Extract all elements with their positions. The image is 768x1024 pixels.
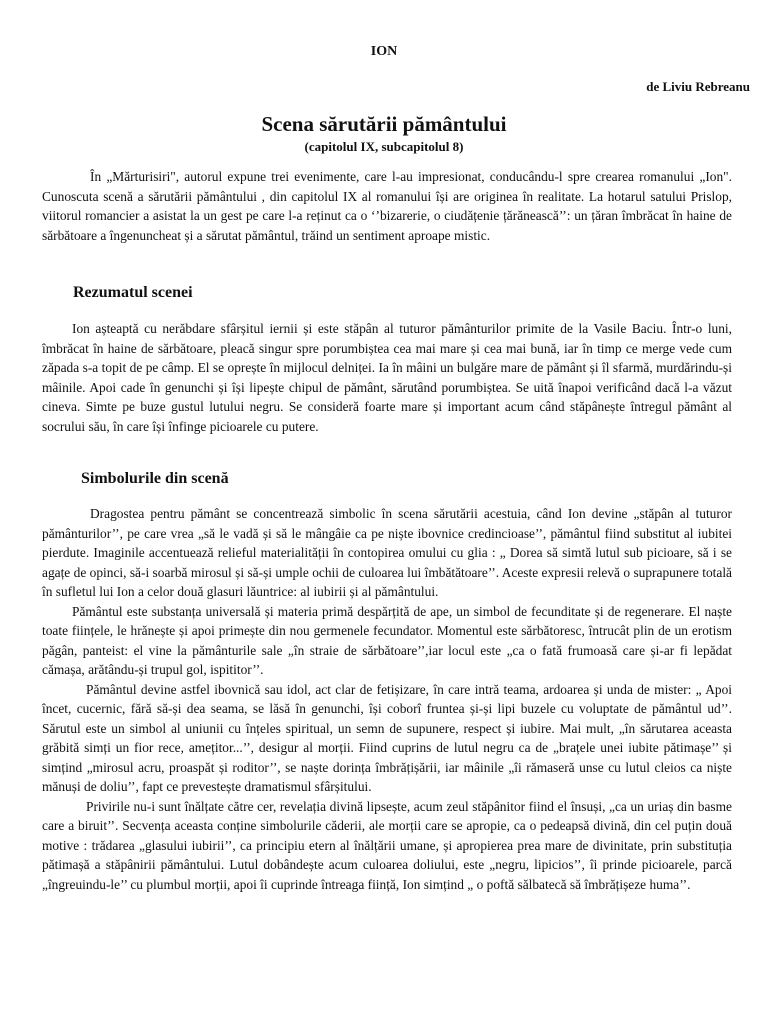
summary-section <box>42 319 732 436</box>
symbols-paragraph: Pământul este substanța universală și materia primă despărțită de ape, un simbol de fecunditate și de regenerare. El naște toate ființele, le hrănește și apoi primește din nou germenele fecundator. Momentul este sărbătoresc, întrucât plin de un erotism păgân, panteist: el vine la pământurile sale „în straie de sărbătoare’’,iar locul este „ca o fată frumoasă care și-ar fi lepădat cămașa, arătându-și trupul gol, ispititor’’. <box>42 603 732 677</box>
symbols-heading: Simbolurile din scenă <box>81 470 229 487</box>
intro-paragraph: În „Mărturisiri", autorul expune trei evenimente, care l-au impresionat, conducându-l spre crearea romanului „Ion". Cunoscuta scenă a sărutării pământului , din capitolul IX al romanului își are originea în realitate. La hotarul satului Prislop, viitorul romancier a asistat la un gest pe care l-a reținut ca o ‘’bizarerie, o ciudățenie țărănească’’: un țăran îmbrăcat în haine de sărbătoare a îngenuncheat și a sărutat pământul, trăind un sentiment aproape mistic. <box>42 169 732 243</box>
symbols-paragraph: Dragostea pentru pământ se concentrează simbolic în scena sărutării acestuia, când Ion devine „stăpân al tuturor pământurilor’’, pe care vrea „să le vadă și să le mângâie ca pe niște ibovnice credincioase’’, pământul fiind substitut al iubitei pierdute. Imaginile accentuează relieful materialității în contopirea omului cu glia : „ Dorea să simtă lutul sub picioare, să i se agațe de opinci, să-i soarbă mirosul și să-și umple ochii de culoarea lui îmbătătoare’’. Aceste expresii relevă o suprapunere totală în sufletul lui Ion a celor două glasuri lăuntrice: al iubirii și al pământului. <box>42 506 732 599</box>
symbols-paragraph: Privirile nu-i sunt înălțate către cer, revelația divină lipsește, acum zeul stăpânitor fiind el însuși, „ca un uriaș din basme care a biruit’’. Secvența aceasta conține simbolurile căderii, ale morții care se apropie, ca o pedeapsă divină, din cel puțin două motive : trădarea „glasului iubirii’’, ca principiu etern al înălțării umane, și apropierea prea mare de divinitate, prin substituția pătimașă a stăpânirii pământului. Lutul dobândește acum culoarea doliului, este „negru, lipicios’’, îi prinde picioarele, parcă „îngreuindu-le’’ cu plumbul morții, apoi îi cuprinde întreaga ființă, Ion simțind „ o poftă sălbatecă să îmbrățișeze huma’’. <box>42 798 732 892</box>
author-name: de Liviu Rebreanu <box>646 79 750 94</box>
symbols-section <box>42 504 732 894</box>
summary-heading: Rezumatul scenei <box>73 284 193 301</box>
novel-title: ION <box>370 44 398 59</box>
scene-title: Scena sărutării pământului <box>261 112 507 136</box>
intro-section <box>42 167 732 245</box>
scene-subtitle: (capitolul IX, subcapitolul 8) <box>304 139 464 154</box>
summary-paragraph: Ion așteaptă cu nerăbdare sfârșitul iernii și este stăpân al tuturor pământurilor primite de la Vasile Baciu. Într-o luni, îmbrăcat în haine de sărbătoare, pleacă singur spre porumbiștea cea mai mare și cea mai bună, iar în timp ce merge vede cum zăpada s-a topit de pe câmp. El se oprește în mijlocul delniței. Ia în mâini un bulgăre mare de pământ și îl sfarmă, murdărindu-și mâinile. Apoi cade în genunchi și își lipește chipul de pământ, sărutând porumbiștea. Se uită înapoi verificând dacă l-a văzut cineva. Simte pe buze gustul lutului negru. Se consideră foarte mare și important acum când stăpânește întregul pământ al socrului său, în care își înfinge picioarele cu putere. <box>42 321 732 434</box>
symbols-paragraph: Pământul devine astfel ibovnică sau idol, act clar de fetișizare, în care intră teama, ardoarea și unda de mister: „ Apoi încet, cucernic, fără să-și dea seama, se lăsă în genunchi, își coborî fruntea și-și lipi buzele cu voluptate de pământul ud’’. Sărutul este un simbol al uniunii cu înțeles spiritual, un semn de supunere, respect și iubire. Mai mult, „în sărutarea aceasta grăbită simți un fior rece, amețitor...’’, desigur al morții. Fiind cuprins de lutul negru ca de „brațele unei iubite pătimașe’’ și simțind „mirosul acru, proaspăt și roditor’’, se naște dorința îmbrățișării, iar mâinile „îi rămaseră unse cu lutul cleios ca niște mănuși de doliu’’, fapt ce prevestește dramatismul sfârșitului. <box>42 681 732 794</box>
